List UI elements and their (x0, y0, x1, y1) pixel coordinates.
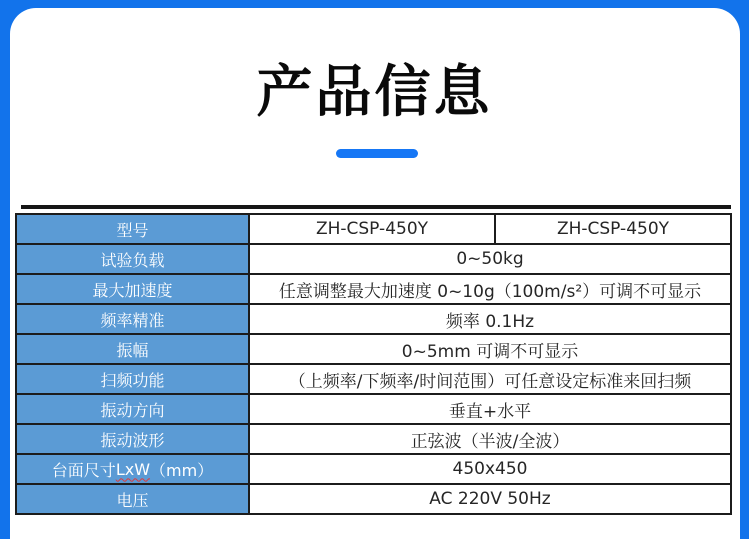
row-label: 频率精准 (17, 305, 250, 333)
spec-table (15, 213, 732, 515)
row-value: 0~5mm 可调不可显示 (401, 341, 579, 362)
model-value-cell-1: ZH-CSP-450Y (250, 215, 496, 243)
row-value: 正弦波（半波/全波） (410, 431, 570, 452)
row-label: 最大加速度 (17, 275, 250, 303)
row-label: 试验负载 (17, 245, 250, 273)
row-label: 扫频功能 (17, 365, 250, 393)
page-title: 产品信息 (256, 60, 493, 125)
table-row (17, 425, 730, 455)
table-row-model (17, 215, 730, 245)
row-label-table-size (17, 455, 250, 483)
table-top-border-bar (21, 205, 731, 209)
row-label-part: （mm） (150, 460, 214, 480)
row-value: （上频率/下频率/时间范围）可任意设定标准来回扫频 (288, 371, 692, 392)
row-label-part: 台面尺寸 (51, 460, 116, 480)
row-value: 0~50kg (456, 249, 524, 269)
table-row (17, 455, 730, 485)
table-row (17, 365, 730, 395)
row-label: 电压 (17, 485, 250, 513)
row-value: 频率 0.1Hz (445, 311, 535, 332)
row-value: AC 220V 50Hz (429, 489, 551, 509)
row-label-model: 型号 (17, 215, 250, 243)
table-row (17, 245, 730, 275)
table-row (17, 335, 730, 365)
row-label: 振动波形 (17, 425, 250, 453)
row-label: 振动方向 (17, 395, 250, 423)
row-label-spellcheck-wavy: LxW (115, 459, 151, 479)
title-underline-bar (336, 149, 418, 158)
model-value-cell-2: ZH-CSP-450Y (556, 219, 670, 239)
row-label: 振幅 (17, 335, 250, 363)
row-value: 450x450 (452, 459, 528, 479)
table-row (17, 275, 730, 305)
row-value: 垂直+水平 (448, 401, 532, 422)
table-row (17, 305, 730, 335)
table-row (17, 395, 730, 425)
table-row (17, 485, 730, 513)
row-value: 任意调整最大加速度 0~10g（100m/s²）可调不可显示 (278, 281, 702, 302)
